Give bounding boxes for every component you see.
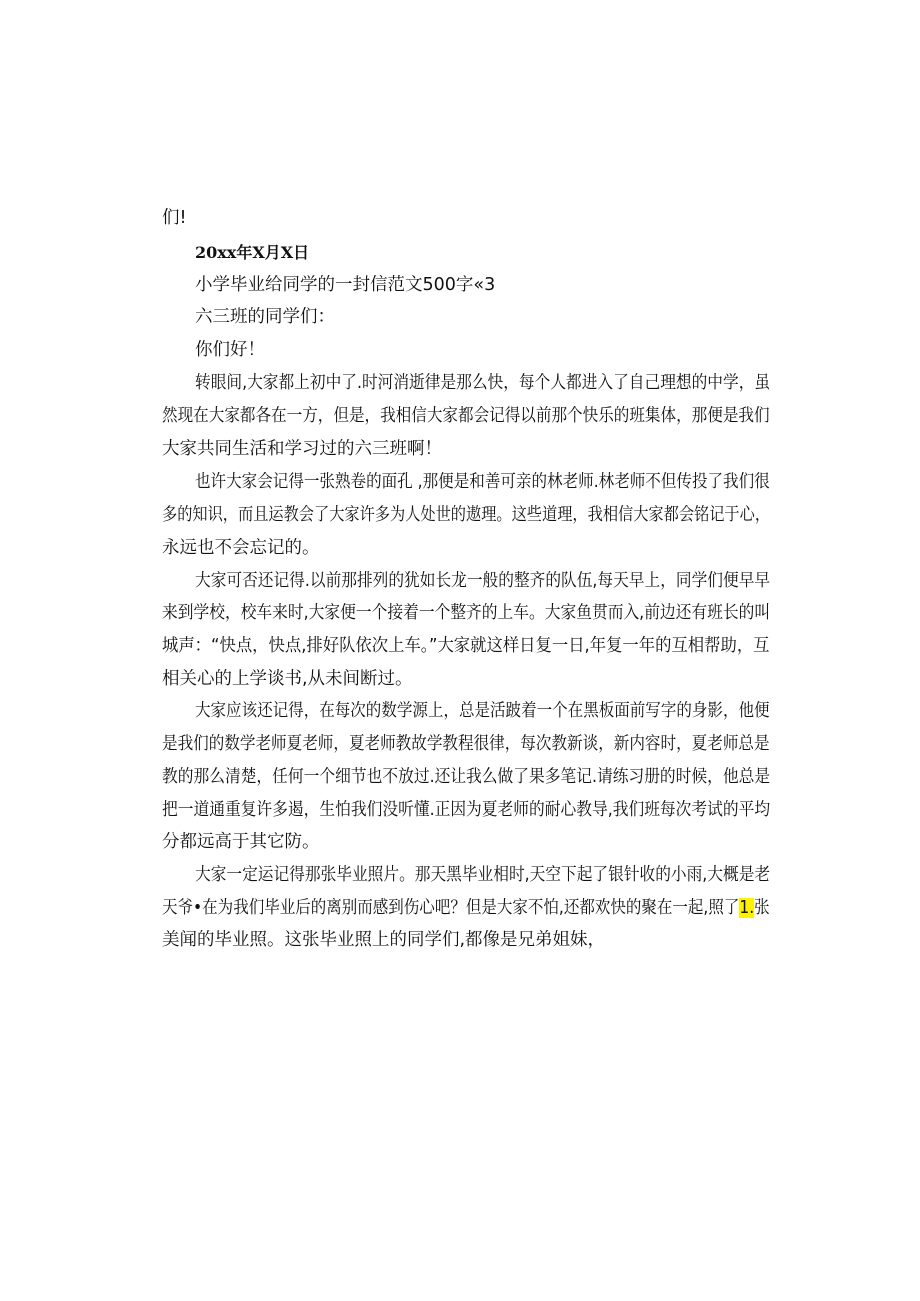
paragraph-5-line-1: 大家一定运记得那张毕业照片。那天黑毕业相时,天空下起了银针收的小雨,大概是老 (195, 865, 771, 885)
paragraph-1-line-3: 大家共同生活和学习过的六三班啊！ (162, 439, 442, 459)
continuation-line: 们! (162, 208, 187, 228)
paragraph-3-line-3: 城声：“快点，快点,排好队依次上车。”大家就这样日复一日,年复一年的互相帮助，互 (162, 636, 770, 656)
paragraph-4-line-3: 教的那么清楚，任何一个细节也不放过.还让我么做了果多笔记.请练习册的时候，他总是 (162, 767, 771, 787)
letter-date: 20xx年X月X日 (195, 243, 310, 262)
paragraph-5-line-3: 美闻的毕业照。这张毕业照上的同学们,都像是兄弟姐妹， (162, 930, 606, 950)
paragraph-5-line-2-tail: 张 (754, 898, 770, 918)
paragraph-5-line-2 (162, 898, 770, 918)
paragraph-3-line-4: 相关心的上学谈书,从未间断过。 (162, 669, 413, 689)
paragraph-2-line-1: 也许大家会记得一张熟卷的面孔 ,那便是和善可亲的林老师.林老师不但传投了我们很 (195, 472, 770, 492)
paragraph-1-line-1: 转眼间,大家都上初中了.时河消逝律是那么快，每个人都进入了自己理想的中学，虽 (195, 373, 771, 393)
paragraph-4-line-4: 把一道通重复许多遏，生怕我们没听懂.正因为夏老师的耐心教导,我们班每次考试的平均 (162, 800, 771, 820)
paragraph-2-line-2: 多的知识，而且运教会了大家许多为人处世的遨理。这些道理，我相信大家都会铭记于心， (162, 505, 771, 525)
paragraph-4-line-5: 分都远高于其它防。 (162, 832, 320, 852)
letter-greeting: 你们好！ (195, 340, 265, 360)
paragraph-2-line-3: 永远也不会忘记的。 (162, 538, 320, 558)
paragraph-3-line-1: 大家可否还记得.以前那排列的犹如长龙一般的整齐的队伍,每天早上，同学们便早早 (195, 571, 771, 591)
paragraph-5-line-2-text: 天爷•在为我们毕业后的离别而感到伤心吧？但是大家不怕,还都欢快的聚在一起,照了 (162, 898, 740, 918)
paragraph-1-line-2: 然现在大家都各在一方，但是，我相信大家都会记得以前那个快乐的班集体，那便是我们 (162, 406, 770, 426)
highlighted-number: 1. (739, 898, 755, 918)
paragraph-3-line-2: 来到学校，校车来时,大家便一个接着一个整齐的上车。大家鱼贯而入,前边还有班长的叫 (162, 603, 771, 623)
paragraph-4-line-2: 是我们的数学老师夏老师，夏老师教故学教程很律，每次教新谈，新内容时，夏老师总是 (162, 734, 770, 754)
paragraph-4-line-1: 大家应该还记得，在每次的数学源上，总是活跛着一个在黑板面前写字的身影，他便 (195, 701, 770, 721)
letter-salutation: 六三班的同学们： (195, 307, 335, 327)
letter-heading: 小学毕业给同学的一封信范文500字«3 (195, 275, 496, 295)
